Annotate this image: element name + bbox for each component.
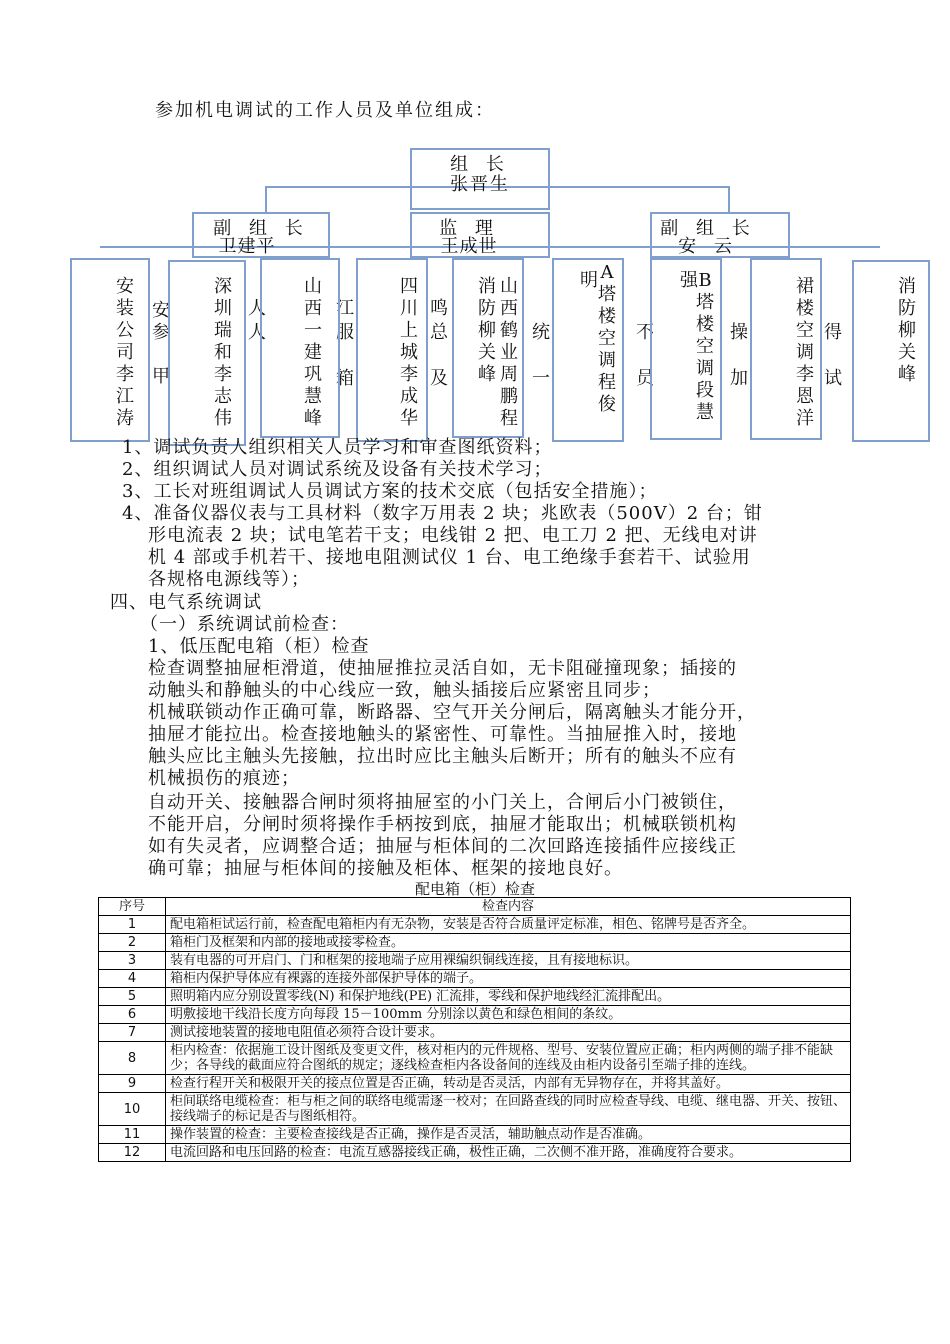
subsection-heading: （一）系统调试前检查： xyxy=(140,614,349,635)
org-leader-name: 张晋生 xyxy=(450,174,510,195)
list-item: 4、准备仪器仪表与工具材料（数字万用表 2 块；兆欧表（500V）2 台；钳 xyxy=(122,503,763,524)
org-unit-box xyxy=(260,258,340,438)
row-number: 3 xyxy=(99,952,166,970)
header-no: 序号 xyxy=(99,898,166,916)
row-number: 4 xyxy=(99,970,166,988)
org-unit-label: 深圳瑞和 李志伟 xyxy=(214,276,232,429)
org-deputy-left-name: 卫建平 xyxy=(218,236,276,257)
table-row xyxy=(99,1024,851,1042)
row-content: 装有电器的可开启门、门和框架的接地端子应用裸编织铜线连接，且有接地标识。 xyxy=(166,952,851,970)
paragraph-line: 如有失灵者，应调整合适；抽屉与柜体间的二次回路连接插件应接线正 xyxy=(148,836,737,857)
paragraph-line: 检查调整抽屉柜滑道，使抽屉推拉灵活自如，无卡阻碰撞现象；插接的 xyxy=(148,658,737,679)
table-row xyxy=(99,916,851,934)
org-supervisor-title: 监 理 xyxy=(439,218,499,239)
paragraph-line: 自动开关、接触器合闸时须将抽屉室的小门关上，合闸后小门被锁住， xyxy=(148,792,737,813)
fragment: 甲 xyxy=(152,366,170,387)
org-unit-label: 山西一建 巩慧峰 xyxy=(304,276,322,429)
org-unit-label: 山西鹤业 周鹏程 xyxy=(500,276,518,429)
fragment: 明 xyxy=(580,270,598,291)
fragment: 操 xyxy=(730,322,748,343)
paragraph-line: 机械损伤的痕迹； xyxy=(148,768,300,789)
paragraph-line: 确可靠；抽屉与柜体间的接触及柜体、框架的接地良好。 xyxy=(148,858,623,879)
table-row xyxy=(99,1144,851,1162)
fragment: 加 xyxy=(730,368,748,389)
list-item: 各规格电源线等）； xyxy=(148,569,310,590)
inspection-table xyxy=(98,897,851,1162)
row-number: 2 xyxy=(99,934,166,952)
table-row xyxy=(99,1093,851,1126)
org-deputy-right-title: 副 组 长 xyxy=(660,218,756,239)
org-unit-label: B塔楼空调 段慧 xyxy=(696,270,714,423)
fragment: 试 xyxy=(824,368,842,389)
paragraph-line: 动触头和静触头的中心线应一致，触头插接后应紧密且同步； xyxy=(148,680,661,701)
row-number: 1 xyxy=(99,916,166,934)
row-content: 配电箱柜试运行前，检查配电箱柜内有无杂物，安装是否符合质量评定标准，相色、铭牌号是否齐全。 xyxy=(166,916,851,934)
list-item: 1、调试负责人组织相关人员学习和审查图纸资料； xyxy=(122,437,553,458)
list-item: 机 4 部或手机若干、接地电阻测试仪 1 台、电工绝缘手套若干、试验用 xyxy=(148,547,751,568)
row-content: 柜间联络电缆检查：柜与柜之间的联络电缆需逐一校对；在回路查线的同时应检查导线、电缆、继电器、开关、按钮、接线端子的标记是否与图纸相符。 xyxy=(166,1093,851,1126)
row-content: 操作装置的检查：主要检查接线是否正确，操作是否灵活，辅助触点动作是否准确。 xyxy=(166,1126,851,1144)
row-number: 5 xyxy=(99,988,166,1006)
paragraph-line: 抽屉才能拉出。检查接地触头的紧密性、可靠性。当抽屉推入时，接地 xyxy=(148,724,737,745)
fragment: 强 xyxy=(680,270,698,291)
row-content: 柜内检查：依据施工设计图纸及变更文件，核对柜内的元件规格、型号、安装位置应正确；柜内两侧的端子排不能缺少；各导线的截面应符合图纸的规定；逐线检查柜内各设备间的连线及由柜内设备引至端子排的连线。 xyxy=(166,1042,851,1075)
intro-text: 参加机电调试的工作人员及单位组成： xyxy=(155,100,495,121)
fragment: 安 xyxy=(152,300,170,321)
table-row xyxy=(99,1006,851,1024)
row-content: 照明箱内应分别设置零线(N) 和保护地线(PE) 汇流排，零线和保护地线经汇流排配出。 xyxy=(166,988,851,1006)
table-caption: 配电箱（柜）检查 xyxy=(414,880,535,898)
list-item: 2、组织调试人员对调试系统及设备有关技术学习； xyxy=(122,459,553,480)
row-number: 11 xyxy=(99,1126,166,1144)
row-content: 检查行程开关和极限开关的接点位置是否正确，转动是否灵活，内部有无异物存在，并将其盖好。 xyxy=(166,1075,851,1093)
fragment: 箱 xyxy=(336,368,354,389)
fragment: 人 xyxy=(248,322,266,343)
fragment: 人 xyxy=(248,298,266,319)
org-unit-box xyxy=(852,260,930,442)
connector-right-drop xyxy=(728,186,730,212)
table-row xyxy=(99,988,851,1006)
row-number: 9 xyxy=(99,1075,166,1093)
org-unit-label: 裙楼空调 李恩洋 xyxy=(796,276,814,429)
org-unit-label: 安装公司 李江涛 xyxy=(116,276,134,429)
list-item: 3、工长对班组调试人员调试方案的技术交底（包括安全措施）； xyxy=(122,481,658,502)
org-supervisor-name: 王成世 xyxy=(440,236,498,257)
fragment: 员 xyxy=(636,368,654,389)
connector-left-drop xyxy=(265,186,267,212)
header-content: 检查内容 xyxy=(166,898,851,916)
org-unit-label: A塔楼空调 程俊 xyxy=(598,262,616,415)
table-row xyxy=(99,1075,851,1093)
org-unit-box xyxy=(70,258,150,442)
org-unit-label: 消 防 柳关峰 xyxy=(898,276,916,385)
fragment: 一 xyxy=(532,368,550,389)
row-content: 测试接地装置的接地电阻值必须符合设计要求。 xyxy=(166,1024,851,1042)
fragment: 参 xyxy=(152,322,170,343)
org-unit-label: 四川上城 李成华 xyxy=(400,276,418,429)
fragment: 服 xyxy=(336,322,354,343)
paragraph-line: 不能开启，分闸时须将操作手柄按到底，抽屉才能取出；机械联锁机构 xyxy=(148,814,737,835)
section-heading: 四、电气系统调试 xyxy=(110,592,262,613)
table-row xyxy=(99,970,851,988)
org-unit-box xyxy=(168,260,246,446)
fragment: 鸣 xyxy=(430,298,448,319)
paragraph-line: 机械联锁动作正确可靠，断路器、空气开关分闸后，隔离触头才能分开， xyxy=(148,702,756,723)
row-number: 8 xyxy=(99,1042,166,1075)
list-item: 形电流表 2 块；试电笔若干支；电线钳 2 把、电工刀 2 把、无线电对讲 xyxy=(148,525,758,546)
row-content: 明敷接地干线沿长度方向每段 15－100mm 分别涂以黄色和绿色相间的条纹。 xyxy=(166,1006,851,1024)
subsection-heading: 1、低压配电箱（柜）检查 xyxy=(148,636,370,657)
org-unit-label: 消防 柳关峰 xyxy=(478,276,496,385)
table-row xyxy=(99,1126,851,1144)
fragment: 及 xyxy=(430,368,448,389)
fragment: 统 xyxy=(532,322,550,343)
row-number: 10 xyxy=(99,1093,166,1126)
fragment: 总 xyxy=(430,322,448,343)
fragment: 江 xyxy=(336,298,354,319)
org-deputy-left-title: 副 组 长 xyxy=(213,218,309,239)
table-row xyxy=(99,934,851,952)
table-row xyxy=(99,1042,851,1075)
org-deputy-right-name: 安 云 xyxy=(678,236,738,257)
table-row xyxy=(99,952,851,970)
org-leader-title: 组 长 xyxy=(450,154,510,175)
fragment: 不 xyxy=(636,322,654,343)
row-number: 6 xyxy=(99,1006,166,1024)
row-content: 箱柜内保护导体应有裸露的连接外部保护导体的端子。 xyxy=(166,970,851,988)
row-number: 7 xyxy=(99,1024,166,1042)
row-number: 12 xyxy=(99,1144,166,1162)
row-content: 电流回路和电压回路的检查：电流互感器接线正确，极性正确，二次侧不准开路，准确度符合要求。 xyxy=(166,1144,851,1162)
row-content: 箱柜门及框架和内部的接地或接零检查。 xyxy=(166,934,851,952)
fragment: 得 xyxy=(824,322,842,343)
paragraph-line: 触头应比主触头先接触，拉出时应比主触头后断开；所有的触头不应有 xyxy=(148,746,737,767)
table-header-row xyxy=(99,898,851,916)
